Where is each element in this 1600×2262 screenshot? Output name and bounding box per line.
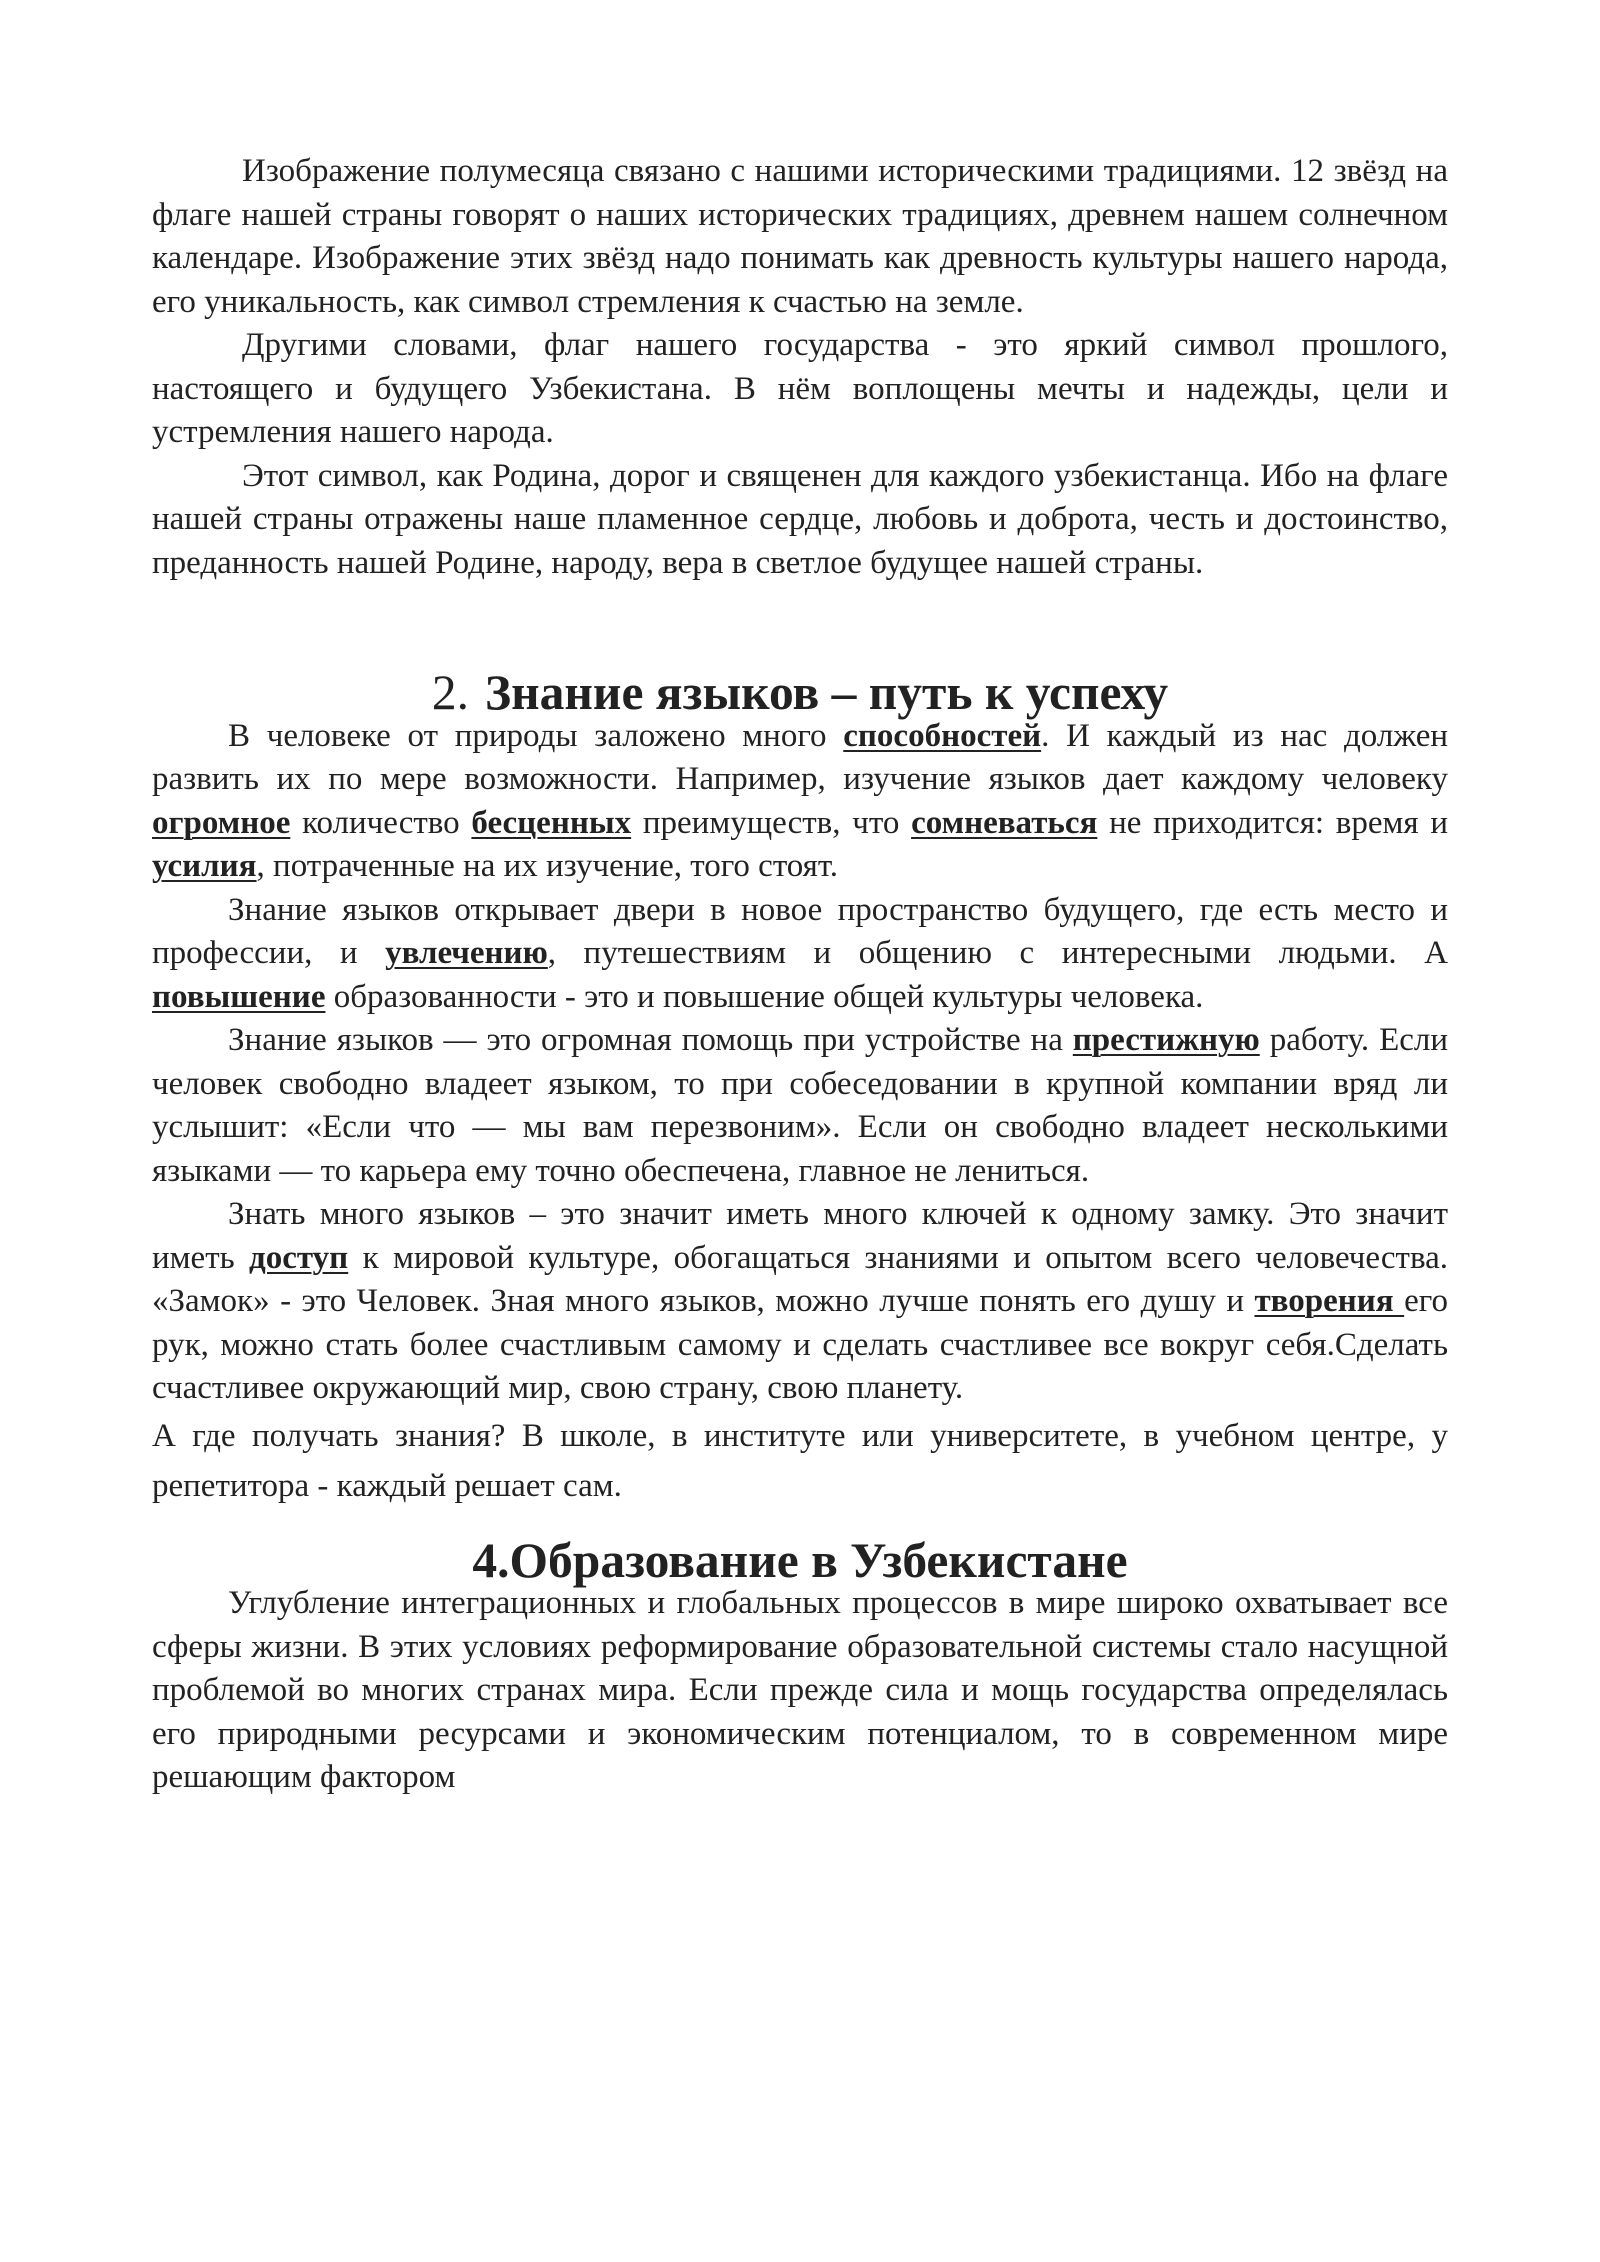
- paragraph-where-to-learn: А где получать знания? В школе, в институте или университете, в учебном центре, у репетитора - каждый решает сам.: [152, 1417, 1448, 1504]
- paragraph-keys: [152, 1193, 1448, 1411]
- text-run: , потраченные на их изучение, того стоят.: [256, 848, 839, 884]
- text-run: не приходится: время и: [1097, 804, 1448, 841]
- keyword-underlined: усилия: [152, 848, 257, 884]
- text-run: количество: [290, 804, 472, 841]
- text-run: Знание языков — это огромная помощь при устройстве на: [228, 1022, 1073, 1058]
- text-run: В человеке от природы заложено много: [228, 717, 844, 754]
- text-run: его рук, можно стать более счастливым самому и сделать счастливее все вокруг себя.Сделать счастливее окружающий мир, свою страну, свою планету.: [152, 1283, 1448, 1406]
- keyword-underlined: бесценных: [471, 804, 632, 841]
- keyword-underlined: огромное: [152, 804, 291, 841]
- paragraph-career: [152, 1019, 1448, 1193]
- section-heading-education: 4.Образование в Узбекистане: [472, 1532, 1128, 1588]
- keyword-underlined: увлечению: [385, 935, 548, 971]
- document-page: [152, 150, 1448, 1800]
- keyword-underlined: доступ: [249, 1239, 349, 1276]
- keyword-underlined: сомневаться: [911, 804, 1098, 841]
- text-run: , путешествиям и общению с интересными людьми. А: [547, 935, 1448, 971]
- text-run: преимуществ, что: [631, 804, 912, 841]
- paragraph-homeland: Этот символ, как Родина, дорог и священен для каждого узбекистанца. Ибо на флаге нашей страны отражены наше пламенное сердце, любовь и доброта, честь и достоинство, преданность нашей Родине, народу, вера в светлое будущее нашей страны.: [152, 457, 1448, 581]
- keyword-underlined: престижную: [1072, 1022, 1260, 1058]
- paragraph-abilities: [152, 715, 1448, 889]
- paragraph-crescent-stars: Изображение полумесяца связано с нашими историческими традициями. 12 звёзд на флаге нашей страны говорят о наших исторических традициях, древнем нашем солнечном календаре. Изображение этих звёзд надо понимать как древность культуры нашего народа, его уникальность, как символ стремления к счастью на земле.: [152, 153, 1448, 320]
- section-spacer: [152, 585, 1448, 671]
- text-run: образованности - это и повышение общей культуры человека.: [325, 978, 1204, 1015]
- keyword-underlined: повышение: [152, 978, 326, 1015]
- paragraph-doors: [152, 889, 1448, 1020]
- text-run: . И каждый из нас должен развить их по мере возможности. Например, изучение языков дает каждому человеку: [152, 717, 1448, 797]
- paragraph-education: Углубление интеграционных и глобальных процессов в мире широко охватывает все сферы жизни. В этих условиях реформирование образовательной системы стало насущной проблемой во многих странах мира. Если прежде сила и мощь государства определялась его природными ресурсами и экономическим потенциалом, то в современном мире решающим фактором: [152, 1585, 1448, 1795]
- section-heading-languages: [152, 665, 1448, 720]
- section-number: 2.: [431, 665, 470, 720]
- text-run: Знание языков открывает двери в новое пространство будущего, где есть место и профессии, и: [152, 891, 1448, 971]
- keyword-underlined: способностей: [843, 717, 1042, 754]
- section-title: Знание языков – путь к успеху: [485, 665, 1169, 720]
- text-run: работу. Если человек свободно владеет языком, то при собеседовании в крупной компании вряд ли услышит: «Если что — мы вам перезвоним». Если он свободно владеет несколькими языками — то карьера ему точно обеспечена, главное не лениться.: [152, 1022, 1449, 1189]
- text-run: Знать много языков – это значит иметь много ключей к одному замку. Это значит иметь: [152, 1196, 1448, 1276]
- keyword-underlined: творения: [1254, 1283, 1405, 1319]
- paragraph-flag-symbol: Другими словами, флаг нашего государства - это яркий символ прошлого, настоящего и будущего Узбекистана. В нём воплощены мечты и надежды, цели и устремления нашего народа.: [152, 327, 1448, 450]
- text-run: к мировой культуре, обогащаться знаниями и опытом всего человечества. «Замок» - это Человек. Зная много языков, можно лучше понять его душу и: [152, 1239, 1448, 1319]
